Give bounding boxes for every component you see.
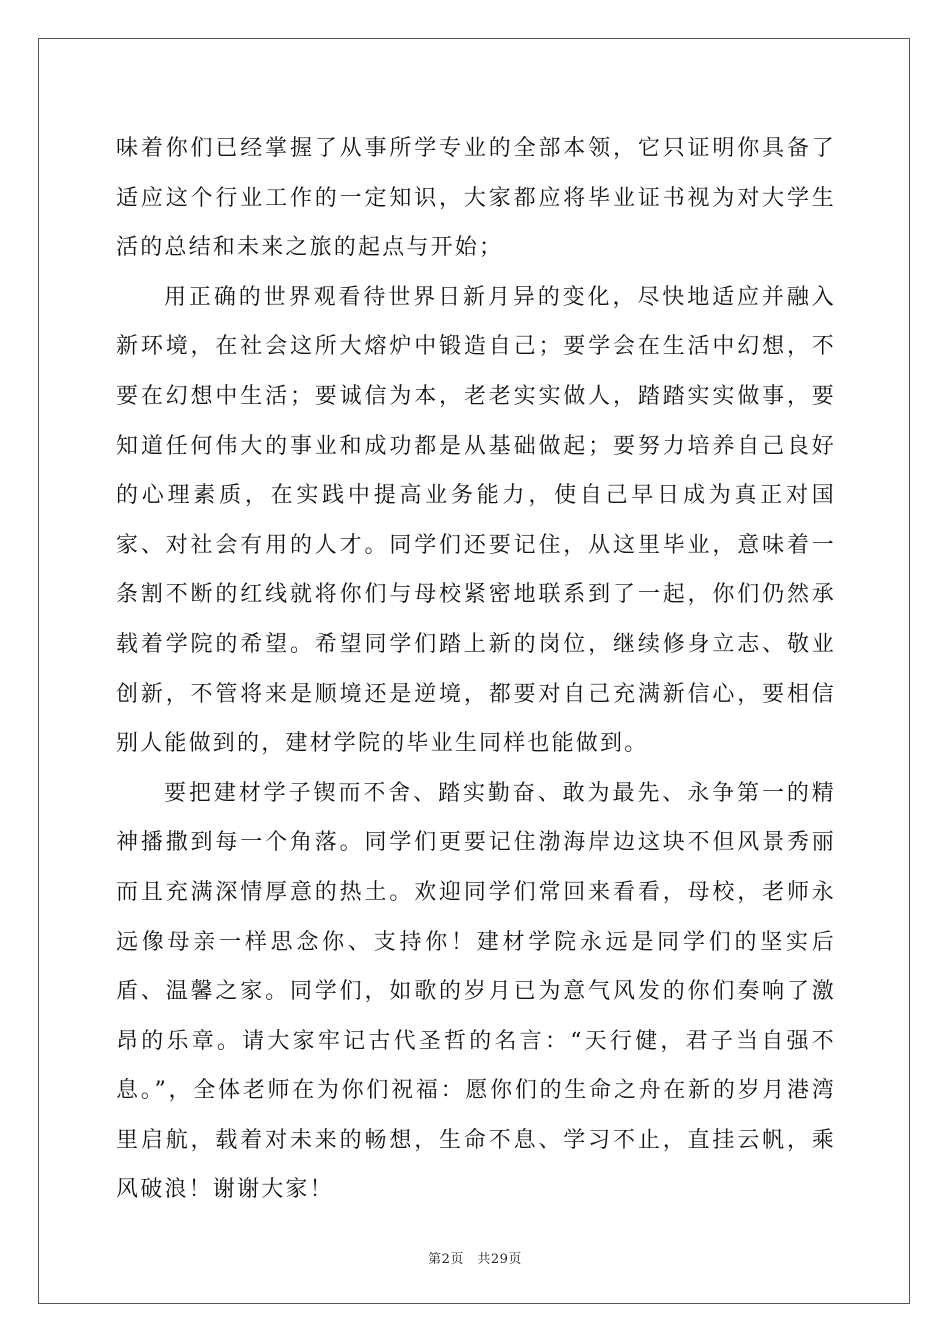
page-number-footer: 第2页 共29页	[428, 1252, 522, 1267]
paragraph-2: 用正确的世界观看待世界日新月异的变化，尽快地适应并融入新环境，在社会这所大熔炉中锻造自己；要学会在生活中幻想，不要在幻想中生活；要诚信为本，老老实实做人，踏踏实实做事，要知道任何伟大的事业和成功都是从基础做起；要努力培养自己良好的心理素质，在实践中提高业务能力，使自己早日成为真正对国家、对社会有用的人才。同学们还要记住，从这里毕业，意味着一条割不断的红线就将你们与母校紧密地联系到了一起，你们仍然承载着学院的希望。希望同学们踏上新的岗位，继续修身立志、敬业创新，不管将来是顺境还是逆境，都要对自己充满新信心，要相信别人能做到的，建材学院的毕业生同样也能做到。	[116, 284, 836, 757]
paragraph-1: 味着你们已经掌握了从事所学专业的全部本领，它只证明你具备了适应这个行业工作的一定知识，大家都应将毕业证书视为对大学生活的总结和未来之旅的起点与开始；	[116, 136, 836, 261]
document-body	[116, 124, 836, 1215]
paragraph-3: 要把建材学子锲而不舍、踏实勤奋、敢为最先、永争第一的精神播撒到每一个角落。同学们更要记住渤海岸边这块不但风景秀丽而且充满深情厚意的热土。欢迎同学们常回来看看，母校，老师永远像母亲一样思念你、支持你！建材学院永远是同学们的坚实后盾、温馨之家。同学们，如歌的岁月已为意气风发的你们奏响了激昂的乐章。请大家牢记古代圣哲的名言：“天行健，君子当自强不息。”，全体老师在为你们祝福：愿你们的生命之舟在新的岁月港湾里启航，载着对未来的畅想，生命不息、学习不止，直挂云帆，乘风破浪！谢谢大家！	[116, 780, 836, 1203]
